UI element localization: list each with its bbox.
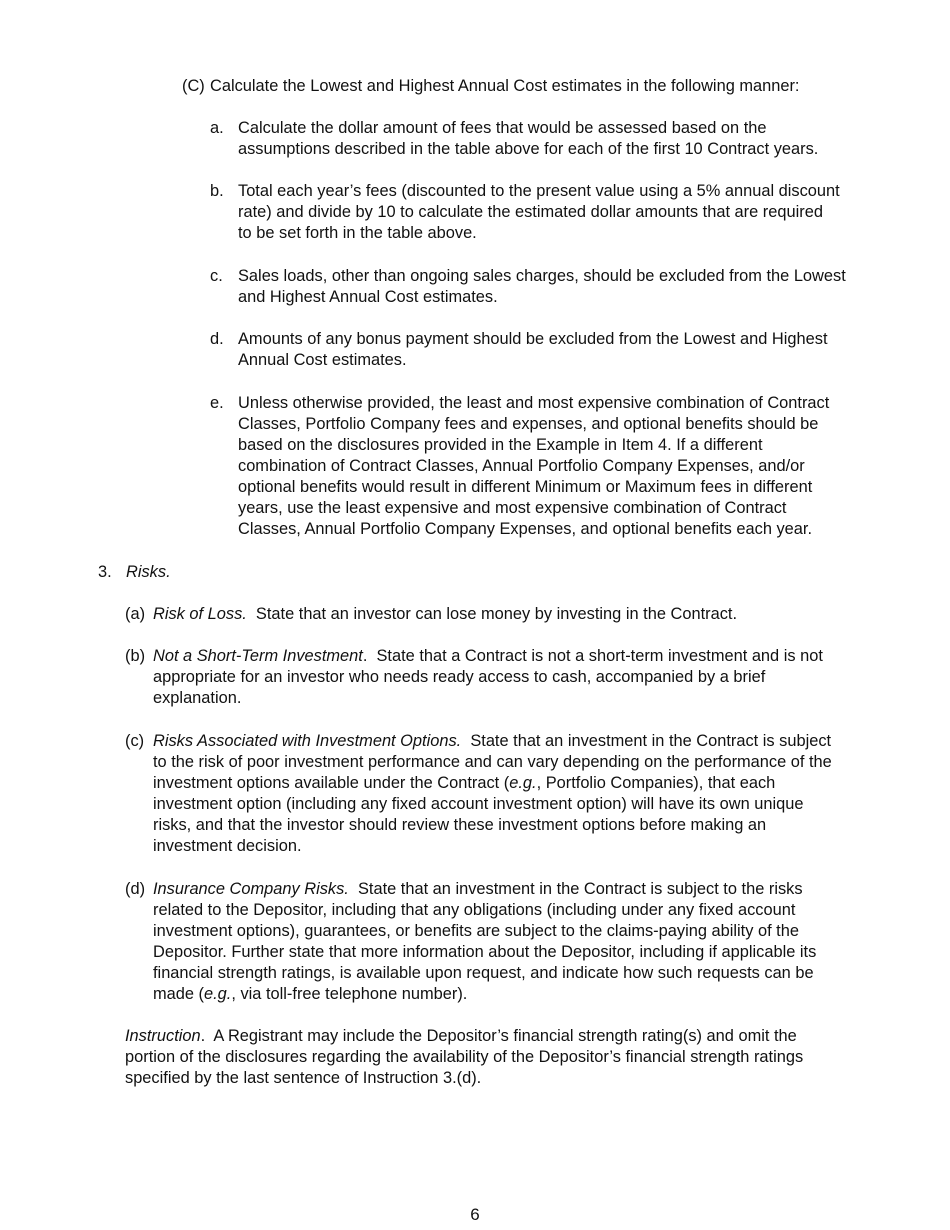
list-item-line: and Highest Annual Cost estimates. <box>238 288 498 306</box>
list-item-line: optional benefits would result in different Minimum or Maximum fees in different <box>238 478 813 496</box>
list-item-label: a. <box>210 119 224 137</box>
list-item-label: e. <box>210 394 224 412</box>
list-item-line: Classes, Annual Portfolio Company Expenses, and optional benefits each year. <box>238 520 813 538</box>
list-item-label: c. <box>210 267 223 285</box>
list-item-line: to be set forth in the table above. <box>238 224 477 242</box>
risk-item-title: Risk of Loss. <box>153 605 247 623</box>
instruction-paragraph: Instruction. A Registrant may include the Depositor’s financial strength rating(s) and omit the portion of the disclosures regarding the availability of the Depositor’s financial strength ratings specified by the last sentence of Instruction 3.(d). <box>125 1027 804 1087</box>
risk-item-title: Not a Short-Term Investment <box>153 647 363 665</box>
list-item-line: Sales loads, other than ongoing sales charges, should be excluded from the Lowest <box>238 267 846 285</box>
list-item-line: Amounts of any bonus payment should be excluded from the Lowest and Highest <box>238 330 828 348</box>
list-item-line: Total each year’s fees (discounted to the present value using a 5% annual discount <box>238 182 840 200</box>
risk-item-title: Risks Associated with Investment Options. <box>153 732 462 750</box>
risk-item-title: Insurance Company Risks. <box>153 880 349 898</box>
list-item-line: Annual Cost estimates. <box>238 351 407 369</box>
list-item-line: Classes, Portfolio Company fees and expenses, and optional benefits should be <box>238 415 819 433</box>
section-c-text: Calculate the Lowest and Highest Annual Cost estimates in the following manner: <box>210 77 800 95</box>
list-item-line: Calculate the dollar amount of fees that would be assessed based on the <box>238 119 767 137</box>
page-number: 6 <box>470 1205 480 1224</box>
list-item-line: rate) and divide by 10 to calculate the estimated dollar amounts that are required <box>238 203 823 221</box>
section-3-number: 3. <box>98 563 112 581</box>
list-item-line: combination of Contract Classes, Annual Portfolio Company Expenses, and/or <box>238 457 805 475</box>
list-item-line: years, use the least expensive and most expensive combination of Contract <box>238 499 787 517</box>
list-item-line: Unless otherwise provided, the least and most expensive combination of Contract <box>238 394 830 412</box>
instruction-title: Instruction <box>125 1027 201 1045</box>
list-item-label: d. <box>210 330 224 348</box>
risk-item-label: (b) <box>125 647 146 665</box>
risk-item-label: (c) <box>125 732 145 750</box>
list-item-line: assumptions described in the table above for each of the first 10 Contract years. <box>238 140 819 158</box>
section-c-label: (C) <box>182 77 205 95</box>
risk-item-label: (d) <box>125 880 146 898</box>
list-item-line: based on the disclosures provided in the Example in Item 4. If a different <box>238 436 763 454</box>
risk-item-label: (a) <box>125 605 146 623</box>
list-item-label: b. <box>210 182 224 200</box>
section-3-title: Risks. <box>126 563 171 581</box>
